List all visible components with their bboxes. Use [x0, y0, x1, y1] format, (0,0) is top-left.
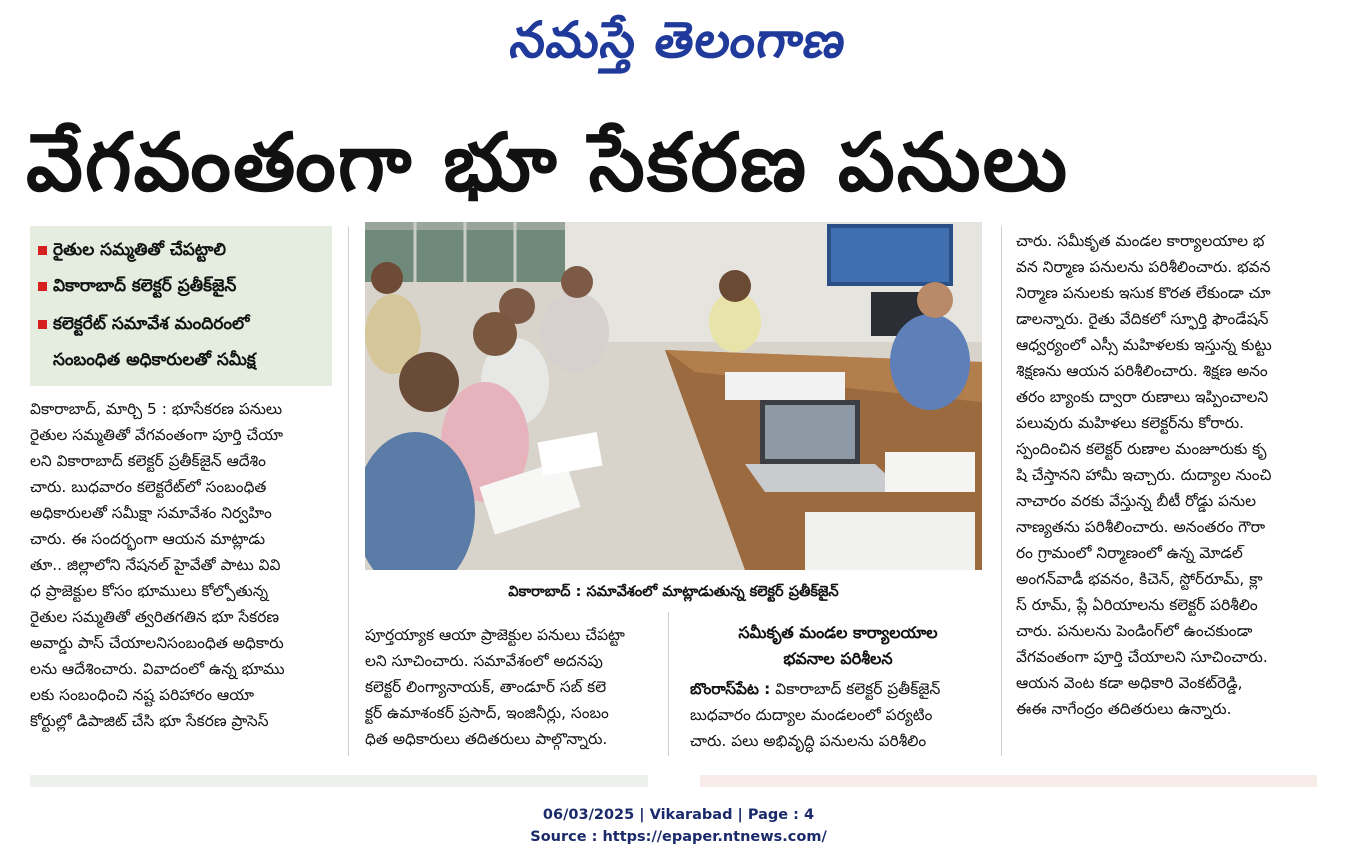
body-line: నాణ్యతను పరిశీలించారు. అనంతరం గౌరా	[1016, 518, 1265, 536]
body-line: లని వికారాబాద్ కలెక్టర్ ప్రతీక్‌జైన్ ఆదేశిం	[30, 452, 266, 470]
body-line: స్ రూమ్, ప్లే ఏరియాలను కలెక్టర్ పరిశీలిం	[1016, 596, 1258, 614]
body-line: అవార్డు పాస్ చేయాలనిసంబంధిత అధికారు	[30, 634, 284, 652]
edition-info: 06/03/2025 | Vikarabad | Page : 4	[542, 807, 815, 823]
body-line: చారు. పనులను పెండింగ్‌లో ఉంచకుండా	[1016, 622, 1253, 640]
body-line: ఆయన వెంట కడా అధికారి వెంకట్‌రెడ్డి,	[1016, 674, 1243, 692]
body-line: శిక్షణను ఆయన పరిశీలించారు. శిక్షణ అనం	[1016, 362, 1268, 380]
body-line: బొంరాస్‌పేట : వికారాబాద్ కలెక్టర్ ప్రతీక్‌జైన్	[690, 680, 941, 698]
body-line: అధికారులతో సమీక్షా సమావేశం నిర్వహిం	[30, 504, 272, 522]
meeting-photo-illustration	[365, 222, 982, 570]
body-line: కోర్టుల్లో డిపాజిట్ చేసి భూ సేకరణ ప్రాసెస్	[30, 712, 269, 730]
body-line: ఆధ్వర్యంలో ఎస్సీ మహిళలకు ఇస్తున్న కుట్టు	[1016, 336, 1272, 354]
red-square-bullet-icon	[38, 320, 47, 329]
body-line: నిర్మాణ పనులకు ఇసుక కొరత లేకుండా చూ	[1016, 284, 1271, 302]
article-headline: వేగవంతంగా భూ సేకరణ పనులు	[26, 116, 1069, 209]
column-divider	[668, 612, 669, 756]
body-line: లను ఆదేశించారు. వివాదంలో ఉన్న భూము	[30, 660, 285, 678]
body-line: వికారాబాద్, మార్చి 5 : భూసేకరణ పనులు	[30, 400, 283, 418]
column-divider	[1001, 226, 1002, 756]
body-line: షి చేస్తానని హామీ ఇచ్చారు. దుద్యాల నుంచి	[1016, 466, 1272, 484]
body-line: లని సూచించారు. సమావేశంలో అదనపు	[365, 652, 603, 670]
highlights-box	[30, 226, 332, 386]
adjacent-article-strip	[30, 775, 648, 787]
body-line: చారు. ఈ సందర్భంగా ఆయన మాట్లాడు	[30, 530, 266, 548]
column-divider	[348, 226, 349, 756]
body-line: తూ.. జిల్లాలోని నేషనల్ హైవేతో పాటు వివి	[30, 556, 281, 574]
article-column-1	[30, 396, 332, 734]
body-line: రైతుల సమ్మతితో త్వరితగతిన భూ సేకరణ	[30, 608, 280, 626]
dateline: బొంరాస్‌పేట :	[690, 680, 771, 698]
source-link[interactable]: Source : https://epaper.ntnews.com/	[530, 829, 827, 845]
article-column-2	[365, 622, 657, 752]
body-line: నాచారం వరకు వేస్తున్న బీటీ రోడ్డు పనుల	[1016, 492, 1257, 510]
body-line: పూర్తయ్యాక ఆయా ప్రాజెక్టుల పనులు చేపట్టా	[365, 626, 625, 644]
body-line: స్పందించిన కలెక్టర్ రుణాల మంజూరుకు కృ	[1016, 440, 1267, 458]
sub-heading-line: భవనాల పరిశీలన	[783, 649, 893, 668]
body-line: చారు. బుధవారం కలెక్టరేట్‌లో సంబంధిత	[30, 478, 267, 496]
body-line: పలువురు మహిళలు కలెక్టర్‌ను కోరారు.	[1016, 414, 1245, 432]
body-line: బుధవారం దుద్యాల మండలంలో పర్యటిం	[690, 706, 933, 724]
red-square-bullet-icon	[38, 282, 47, 291]
photo-caption: వికారాబాద్ : సమావేశంలో మాట్లాడుతున్న కలెక్టర్ ప్రతీక్‌జైన్	[508, 584, 839, 600]
body-line: చారు. సమీకృత మండల కార్యాలయాల భ	[1016, 232, 1265, 250]
highlight-item: కలెక్టరేట్ సమావేశ మందిరంలో	[38, 310, 328, 338]
body-line: క్టర్ ఉమాశంకర్ ప్రసాద్, ఇంజినీర్లు, సంబం	[365, 704, 609, 722]
newspaper-masthead: నమస్తే తెలంగాణ	[506, 10, 851, 69]
body-line: డాలన్నారు. రైతు వేదికలో స్ఫూర్తి ఫౌండేషన్	[1016, 310, 1269, 328]
sub-heading-line: సమీకృత మండల కార్యాలయాల	[738, 623, 938, 642]
adjacent-article-strip	[700, 775, 1317, 787]
body-line: తరం బ్యాంకు ద్వారా రుణాలు ఇప్పించాలని	[1016, 388, 1269, 406]
article-column-3	[690, 676, 988, 754]
body-line: రైతుల సమ్మతితో వేగవంతంగా పూర్తి చేయా	[30, 426, 283, 444]
body-line: ఈఈ నాగేంద్రం తదితరులు ఉన్నారు.	[1016, 700, 1232, 718]
body-line: వన నిర్మాణ పనులను పరిశీలించారు. భవన	[1016, 258, 1271, 276]
highlight-item: వికారాబాద్ కలెక్టర్ ప్రతీక్‌జైన్	[38, 272, 328, 300]
body-line: అంగన్‌వాడీ భవనం, కిచెన్, స్టోర్‌రూమ్, క్లా	[1016, 570, 1263, 588]
article-column-4	[1016, 228, 1318, 722]
body-line: చారు. పలు అభివృద్ధి పనులను పరిశీలిం	[690, 732, 927, 750]
highlight-item: రైతుల సమ్మతితో చేపట్టాలి	[38, 236, 328, 264]
meeting-photo	[365, 222, 982, 570]
body-line: రం గ్రామంలో నిర్మాణంలో ఉన్న మోడల్	[1016, 544, 1243, 562]
sub-article-heading	[690, 620, 986, 672]
red-square-bullet-icon	[38, 246, 47, 255]
body-line: కలెక్టర్ లింగ్యానాయక్, తాండూర్ సబ్ కలె	[365, 678, 607, 696]
body-line: వేగవంతంగా పూర్తి చేయాలని సూచించారు.	[1016, 648, 1268, 666]
highlight-item: సంబంధిత అధికారులతో సమీక్ష	[53, 350, 256, 370]
body-line: ధిత అధికారులు తదితరులు పాల్గొన్నారు.	[365, 730, 608, 748]
body-line: లకు సంబంధించి నష్ట పరిహారం ఆయా	[30, 686, 254, 704]
page-footer	[0, 804, 1357, 852]
body-line: ధ ప్రాజెక్టుల కోసం భూములు కోల్పోతున్న	[30, 582, 269, 600]
